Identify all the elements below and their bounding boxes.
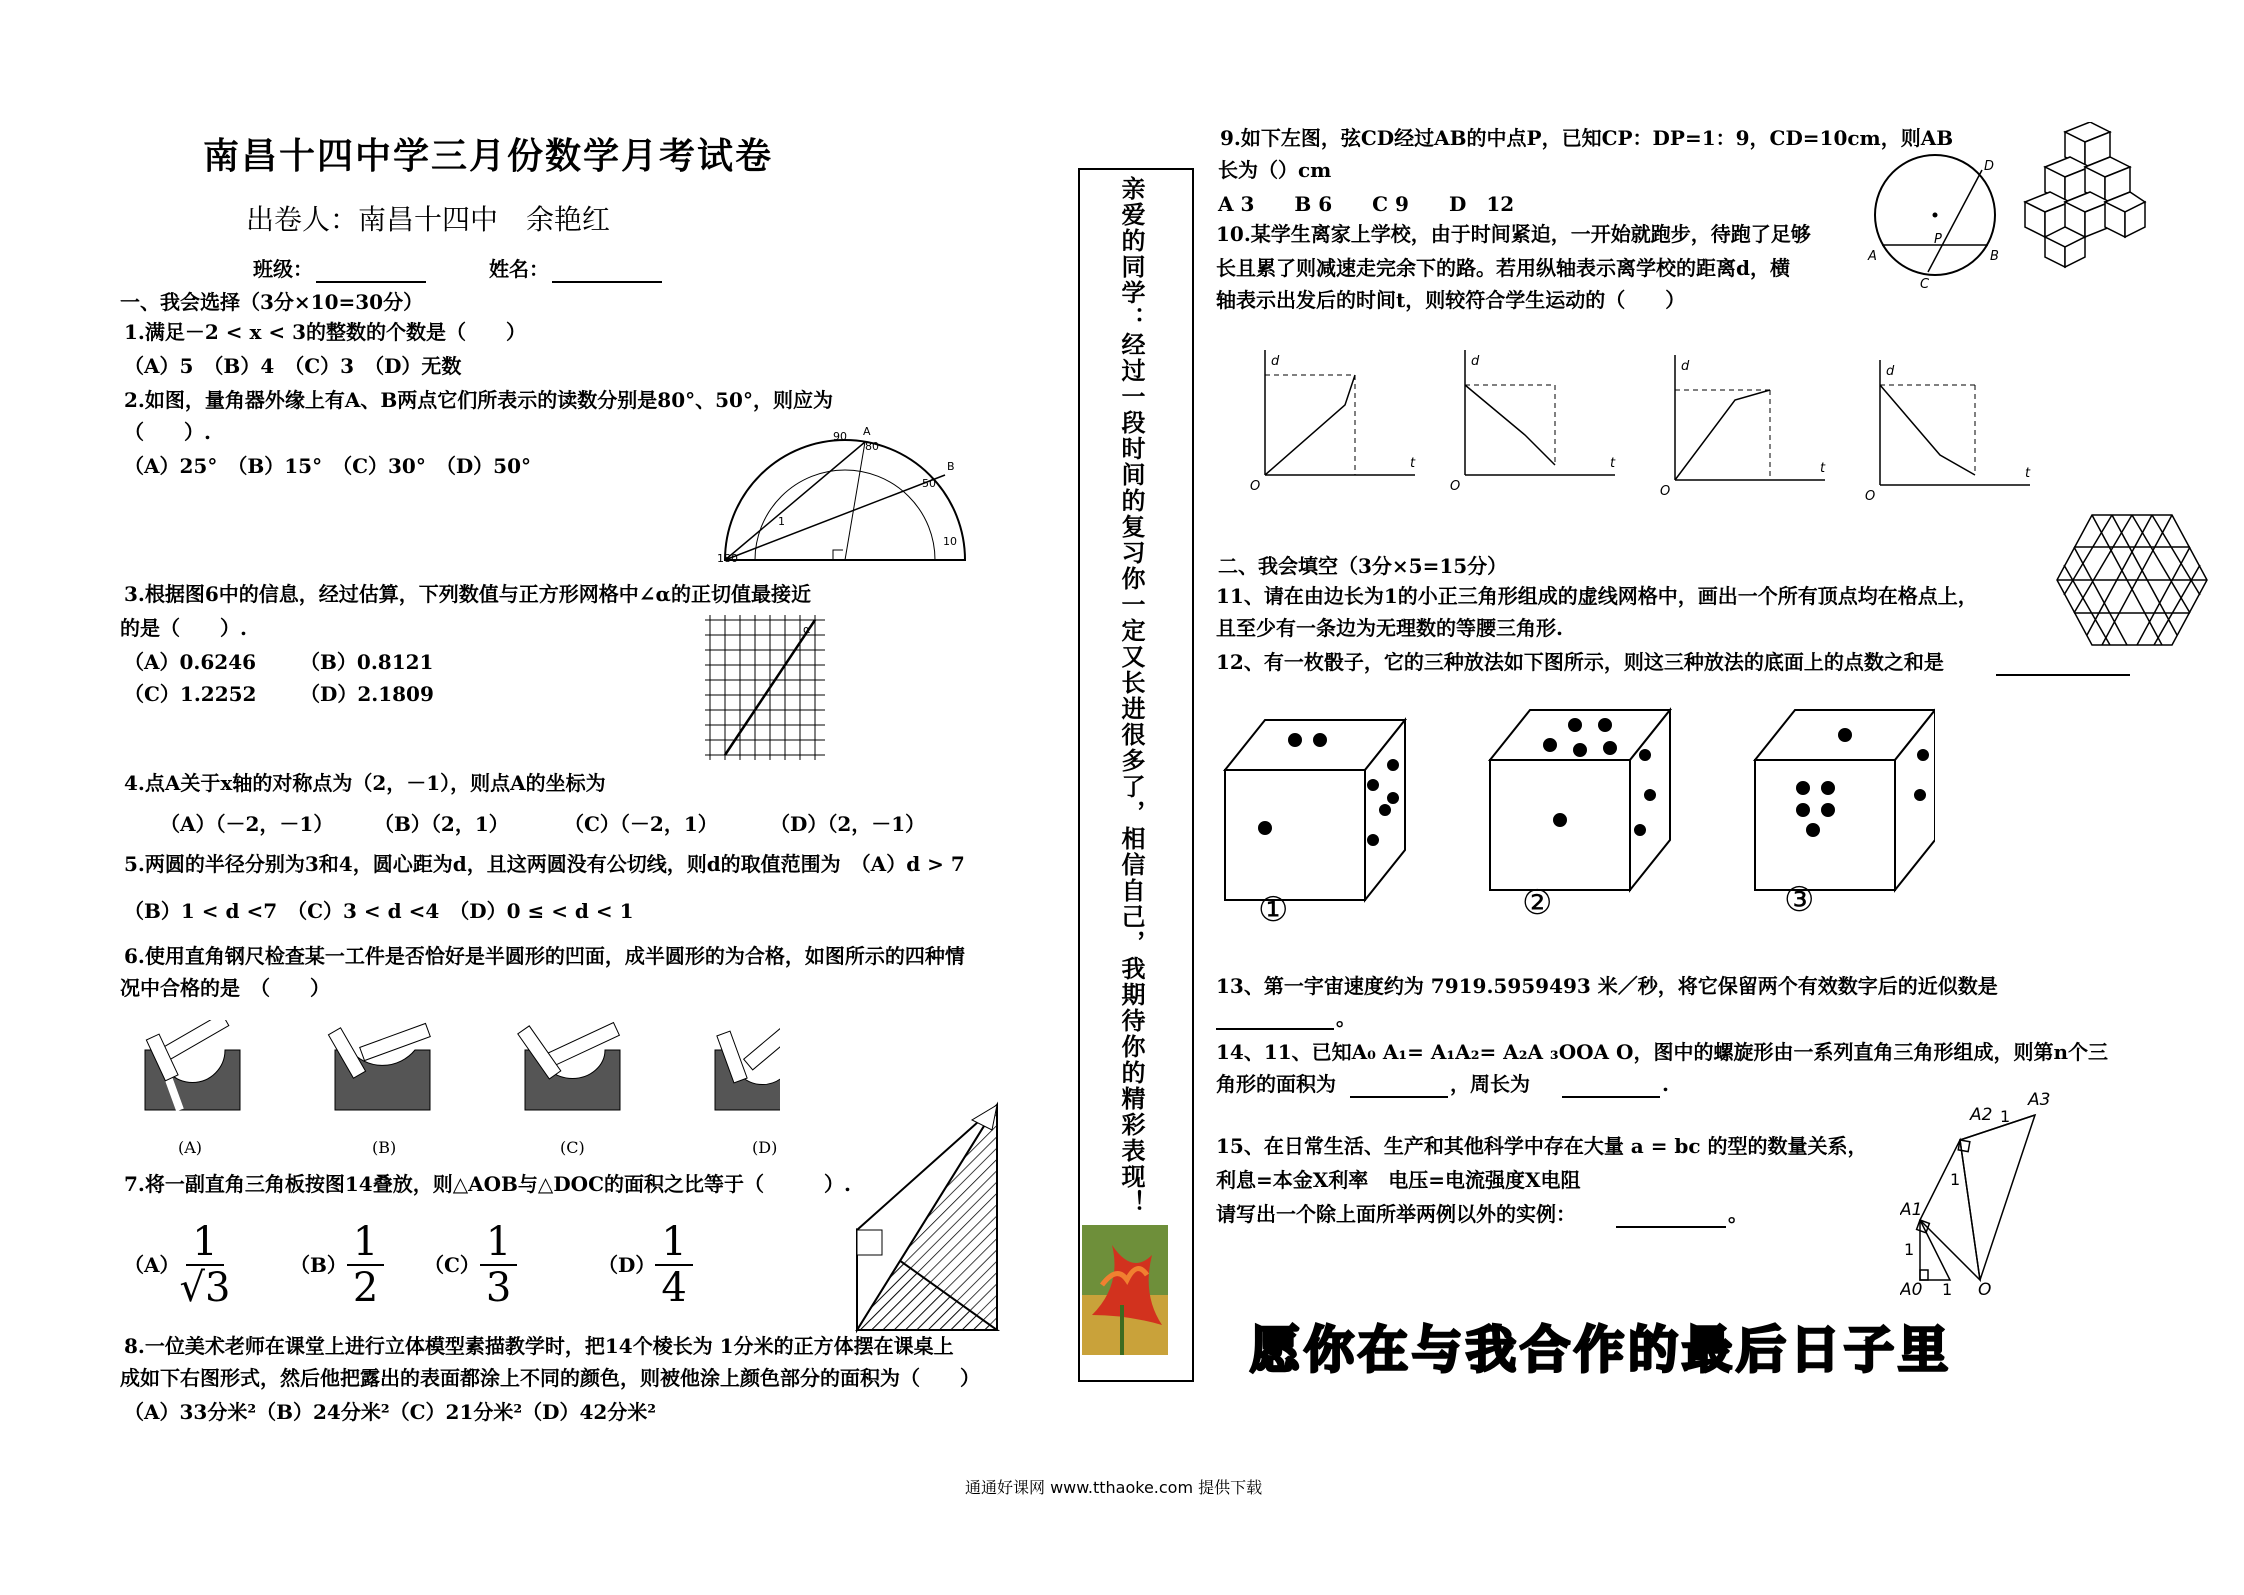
q7-option-a [124,1220,230,1310]
q3-option-b: （B）0.8121 [300,650,434,674]
q7-c-numerator: 1 [480,1220,517,1266]
protractor-tick-80: 80 [865,440,879,453]
q15-end: 。 [1728,1202,1748,1226]
q9-options: A 3 B 6 C 9 D 12 [1218,192,1515,216]
spiral-label-a1: A1 [1900,1200,1923,1220]
circle-label-a: A [1868,249,1877,264]
q6-figure-c [518,1023,620,1110]
q10-stem: 10.某学生离家上学校，由于时间紧迫，一开始就跑步，待跑了足够 [1216,222,1811,246]
graph-3-origin: O [1660,484,1671,499]
protractor-angle-1: 1 [778,515,785,528]
q6-figure-d [715,1020,780,1110]
q7-d-numerator: 1 [655,1220,692,1266]
graph-2-axis-d: d [1471,354,1480,369]
protractor-label-a: A [863,425,871,438]
graph-1-axis-t: t [1410,456,1416,471]
cube-pyramid-figure [2015,122,2150,272]
q15-stem-cont: 利息=本金X利率 电压=电流强度X电阻 [1216,1168,1581,1192]
q9-stem-cont: 长为（）cm [1218,158,1332,182]
page-title: 南昌十四中学三月份数学月考试卷 [203,135,774,177]
motion-graph-1 [1245,345,1425,495]
dice-3 [1755,710,1935,890]
q4-option-a: （A）（－2，－1） [160,812,334,836]
q14-area-blank[interactable] [1350,1070,1448,1098]
circle-label-c: C [1920,277,1930,290]
q13-stem: 13、第一宇宙速度约为 7919.5959493 米／秒，将它保留两个有效数字后的近似数是 [1216,974,1998,998]
q5-stem: 5.两圆的半径分别为3和4，圆心距为d，且这两圆没有公切线，则d的取值范围为 （A）d > 7 [124,852,965,876]
triangle-stack-figure [852,1100,1002,1335]
protractor-tick-90: 90 [833,430,847,443]
q7-option-a-fraction [180,1220,231,1310]
spiral-label-a3: A3 [2028,1090,2051,1110]
q7-a-numerator: 1 [186,1220,223,1266]
q7-option-c-label: （C） [424,1253,480,1277]
q14-stem-perimeter: ，周长为 [1450,1072,1530,1096]
spiral-label-a0: A0 [1900,1280,1923,1300]
dice-label-3: ③ [1784,880,1815,920]
section-2-heading: 二、我会填空（3分×5=15分） [1218,554,1508,578]
q11-stem: 11、请在由边长为1的小正三角形组成的虚线网格中，画出一个所有顶点均在格点上， [1216,584,1978,608]
q7-option-d-label: （D） [598,1253,656,1277]
q14-end: . [1662,1072,1669,1096]
q7-option-b-label: （B） [290,1253,347,1277]
q2-options: （A）25° （B）15° （C）30° （D）50° [124,454,532,478]
motion-graph-3 [1655,350,1835,500]
q6-figures [140,1020,780,1160]
q6-figure-a [145,1020,240,1110]
grid-figure [700,615,830,760]
class-label: 班级： [253,257,313,281]
q1-stem: 1.满足－2 < x < 3的整数的个数是（ ） [124,320,527,344]
q4-option-c: （C）（－2，1） [564,812,718,836]
circle-label-p: P [1934,232,1942,247]
q10-stem-cont-2: 轴表示出发后的时间t，则较符合学生运动的（ ） [1216,288,1686,312]
q7-a-denominator: √3 [179,1265,231,1311]
closing-banner: 愿你在与我合作的最后日子里 [1250,1321,1952,1379]
q4-option-d: （D）（2，－1） [770,812,926,836]
q7-option-b-fraction [347,1220,384,1310]
graph-1-axis-d: d [1271,354,1280,369]
class-blank[interactable] [316,255,426,283]
q15-stem: 15、在日常生活、生产和其他科学中存在大量 a = bc 的型的数量关系， [1216,1134,1868,1158]
q6-label-b: (B) [372,1138,397,1157]
graph-3-axis-d: d [1681,359,1690,374]
q2-stem: 2.如图，量角器外缘上有A、B两点它们所表示的读数分别是80°、50°，则应为 [124,388,833,412]
q3-option-a: （A）0.6246 [124,650,257,674]
graph-4-axis-d: d [1886,364,1895,379]
q7-option-d-fraction [655,1220,692,1310]
q8-stem: 8.一位美术老师在课堂上进行立体模型素描教学时，把14个棱长为 1分米的正方体摆在课桌上 [124,1334,954,1358]
spiral-triangle-figure [1900,1090,2100,1300]
q1-options: （A）5 （B）4 （C）3 （D）无数 [124,354,462,378]
q14-stem-area: 角形的面积为 [1216,1072,1336,1096]
q15-answer-blank[interactable] [1616,1200,1726,1228]
dice-1 [1225,720,1405,900]
q6-figure-b [328,1023,430,1110]
q14-perimeter-blank[interactable] [1562,1070,1660,1098]
protractor-tick-10: 10 [943,535,957,548]
q15-stem-cont-2: 请写出一个除上面所举两例以外的实例： [1216,1202,1576,1226]
author-line: 出卷人：南昌十四中 余艳红 [246,203,611,236]
q13-end: 。 [1336,1006,1356,1030]
triangle-grid-figure [2052,510,2212,650]
q7-option-d [598,1220,693,1310]
q11-stem-cont: 且至少有一条边为无理数的等腰三角形. [1216,616,1563,640]
graph-2-axis-t: t [1610,456,1616,471]
q6-label-a: (A) [178,1138,203,1157]
q14-stem: 14、11、已知A₀ A₁= A₁A₂= A₂A ₃OOA O，图中的螺旋形由一系列直角三角形组成，则第n个三 [1216,1040,2108,1064]
spiral-label-1-mid: 1 [1950,1170,1961,1189]
q3-option-c: （C）1.2252 [124,682,257,706]
q7-b-denominator: 2 [352,1265,379,1311]
dice-figures [1215,680,1935,920]
protractor-tick-50: 50 [922,477,936,490]
spiral-label-1-left: 1 [1904,1240,1915,1259]
circle-label-b: B [1990,249,1999,264]
q7-option-b [290,1220,384,1310]
q2-stem-cont: （ ）. [124,420,211,444]
grid-angle-alpha: α [803,623,811,636]
dice-2 [1490,710,1670,890]
q6-stem: 6.使用直角钢尺检查某一工件是否恰好是半圆形的凹面，成半圆形的为合格，如图所示的四种情 [124,944,965,968]
spiral-label-a2: A2 [1970,1105,1993,1125]
name-blank[interactable] [552,255,662,283]
dice-label-1: ① [1258,890,1289,930]
flower-photo [1082,1225,1168,1355]
spiral-label-1-top: 1 [2000,1107,2011,1126]
q6-stem-cont: 况中合格的是 （ ） [120,976,330,1000]
q3-stem-cont: 的是（ ）. [120,616,247,640]
q5-options: （B）1 < d <7 （C）3 < d <4 （D）0 ≤ < d < 1 [124,899,634,923]
q12-answer-blank[interactable] [1996,648,2130,676]
q10-stem-cont: 长且累了则减速走完余下的路。若用纵轴表示离学校的距离d，横 [1216,256,1790,280]
footer-download-note: 通通好课网 www.tthaoke.com 提供下载 [965,1478,1263,1497]
q7-option-c-fraction [480,1220,517,1310]
q13-answer-blank[interactable] [1216,1002,1334,1030]
q7-d-denominator: 4 [661,1265,687,1311]
graph-1-origin: O [1250,479,1261,494]
q7-option-c [424,1220,517,1310]
q4-option-b: （B）（2，1） [374,812,509,836]
graph-4-origin: O [1865,489,1876,504]
q3-stem: 3.根据图6中的信息，经过估算，下列数值与正方形网格中∠α的正切值最接近 [124,582,811,606]
motion-graph-2 [1445,345,1625,495]
protractor-tick-180: 180 [717,552,738,565]
graph-3-axis-t: t [1820,461,1826,476]
q12-stem: 12、有一枚骰子，它的三种放法如下图所示，则这三种放法的底面上的点数之和是 [1216,650,1944,674]
protractor-label-b: B [947,460,955,473]
q6-label-d: (D) [752,1138,778,1157]
dice-label-2: ② [1522,883,1553,923]
q4-stem: 4.点A关于x轴的对称点为（2，－1），则点A的坐标为 [124,771,606,795]
q7-b-numerator: 1 [347,1220,384,1266]
spiral-label-1-bottom: 1 [1942,1280,1953,1299]
graph-4-axis-t: t [2025,466,2031,481]
motion-graph-4 [1860,355,2040,505]
q3-option-d: （D）2.1809 [300,682,434,706]
graph-2-origin: O [1450,479,1461,494]
q9-stem: 9.如下左图，弦CD经过AB的中点P，已知CP：DP=1：9，CD=10cm，则AB [1220,126,1954,150]
encouragement-text: 亲爱的同学：经过一段时间的复习你一定又长进很多了，相信自己，我期待你的精彩表现！ [1117,176,1145,1216]
circle-chord-figure [1860,150,2010,290]
q7-stem: 7.将一副直角三角板按图14叠放，则△AOB与△DOC的面积之比等于（ ）. [124,1172,851,1196]
q8-options: （A）33分米²（B）24分米²（C）21分米²（D）42分米² [124,1400,657,1424]
q7-c-denominator: 3 [485,1265,512,1311]
circle-label-d: D [1984,159,1995,174]
q8-stem-cont: 成如下右图形式，然后他把露出的表面都涂上不同的颜色，则被他涂上颜色部分的面积为（ ） [120,1366,980,1390]
spiral-label-o: O [1978,1280,1992,1300]
section-1-heading: 一、我会选择（3分×10=30分） [120,290,424,314]
protractor-figure [715,415,975,565]
q6-label-c: (C) [560,1138,585,1157]
name-label: 姓名： [489,257,549,281]
q7-option-a-label: （A） [124,1253,180,1277]
